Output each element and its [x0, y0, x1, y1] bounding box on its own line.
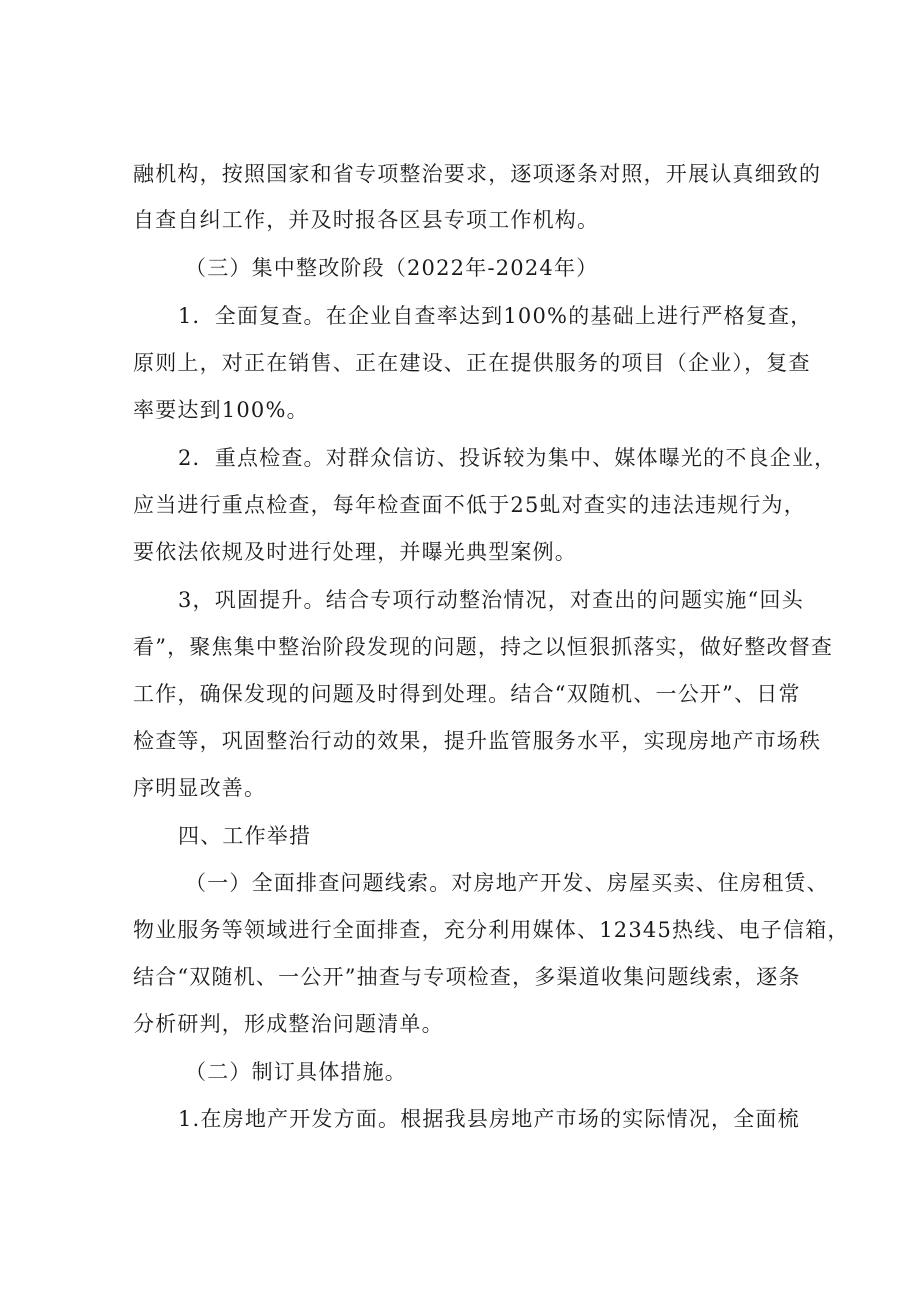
text-line: （一）全面排查问题线索。对房地产开发、房屋买卖、住房租赁、 [185, 871, 829, 895]
text-line: 自查自纠工作，并及时报各区县专项工作机构。 [133, 208, 600, 232]
text-line: 看”，聚焦集中整治阶段发现的问题，持之以恒狠抓落实，做好整改督查 [133, 635, 834, 659]
text-line: 结合“双随机、一公开”抽查与专项检查，多渠道收集问题线索，逐条 [133, 965, 801, 989]
section-heading: （二）制订具体措施。 [185, 1060, 407, 1084]
text-line: 要依法依规及时进行处理，并曝光典型案例。 [133, 540, 577, 564]
text-line: 融机构，按照国家和省专项整治要求，逐项逐条对照，开展认真细致的 [133, 162, 822, 186]
text-line: 3，巩固提升。结合专项行动整治情况，对查出的问题实施“回头 [178, 588, 804, 612]
text-line: 率要达到100%。 [133, 398, 309, 422]
section-heading: 四、工作举措 [178, 824, 312, 848]
text-line: 原则上，对正在销售、正在建设、正在提供服务的项目（企业），复查 [133, 351, 811, 375]
section-heading: （三）集中整改阶段（2022年-2024年） [185, 256, 599, 280]
text-line: 物业服务等领域进行全面排查，充分利用媒体、12345热线、电子信箱， [133, 918, 850, 942]
text-line: 分析研判，形成整治问题清单。 [133, 1012, 444, 1036]
text-line: 序明显改善。 [133, 776, 267, 800]
text-line: 2．重点检查。对群众信访、投诉较为集中、媒体曝光的不良企业， [178, 446, 837, 470]
text-line: 1．全面复查。在企业自查率达到100%的基础上进行严格复查， [178, 304, 813, 328]
text-line: 1.在房地产开发方面。根据我县房地产市场的实际情况，全面梳 [178, 1107, 800, 1131]
text-line: 应当进行重点检查，每年检查面不低于25虬对查实的违法违规行为， [133, 493, 806, 517]
text-line: 工作，确保发现的问题及时得到处理。结合“双随机、一公开”、日常 [133, 682, 801, 706]
text-line: 检查等，巩固整治行动的效果，提升监管服务水平，实现房地产市场秩 [133, 729, 822, 753]
